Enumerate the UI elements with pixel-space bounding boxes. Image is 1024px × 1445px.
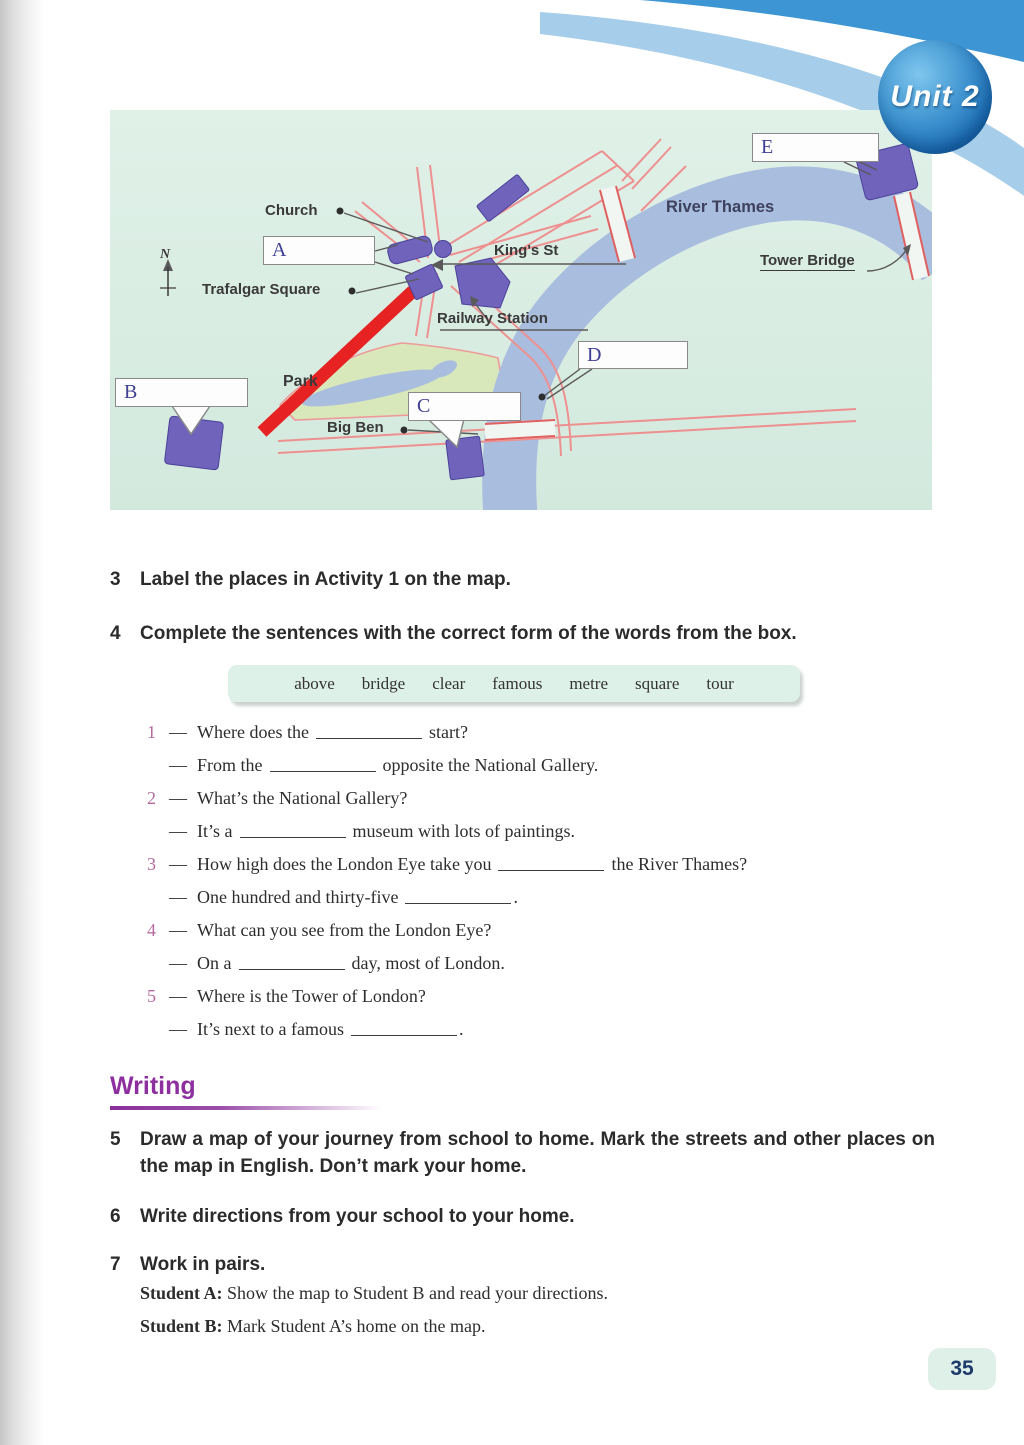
- dialogue-line: [140, 722, 468, 743]
- dialogue-number: 1: [147, 722, 156, 742]
- letter-box-c: C: [408, 392, 521, 421]
- exercise-4-number: 4: [110, 623, 121, 644]
- london-map: [110, 110, 932, 510]
- student-a-text: Show the map to Student B and read your directions.: [227, 1283, 608, 1303]
- dialogue-number: 4: [147, 920, 156, 940]
- dialogue-text: the River Thames?: [611, 854, 748, 874]
- word-box-word: square: [635, 673, 680, 693]
- dialogue-dash: —: [169, 986, 187, 1006]
- dialogue-text: .: [513, 887, 518, 907]
- unit-badge-label: Unit 2: [890, 80, 980, 113]
- dialogue-number: 5: [147, 986, 156, 1006]
- exercise-4-text: Complete the sentences with the correct form of the words from the box.: [140, 623, 797, 644]
- railway-station-label: Railway Station: [437, 310, 548, 327]
- fill-blank: [316, 724, 422, 739]
- student-a-line: [140, 1283, 608, 1304]
- word-box-word: clear: [432, 673, 466, 693]
- dialogue-dash: —: [169, 1019, 187, 1039]
- word-box-word: above: [294, 673, 335, 693]
- fill-blank: [270, 757, 376, 772]
- dialogue-line: [140, 887, 518, 908]
- dialogue-text: opposite the National Gallery.: [382, 755, 599, 775]
- writing-heading-underline: [110, 1106, 382, 1110]
- exercise-7-number: 7: [110, 1254, 121, 1275]
- fill-blank: [405, 889, 511, 904]
- dialogue-text: What’s the National Gallery?: [197, 788, 408, 808]
- fill-blank: [498, 856, 604, 871]
- dialogue-text: From the: [197, 755, 263, 775]
- dialogue-text: start?: [428, 722, 468, 742]
- dialogue-line: [140, 788, 407, 809]
- dialogue-line: [140, 920, 491, 941]
- dialogue-text: How high does the London Eye take you: [197, 854, 492, 874]
- fill-blank: [351, 1021, 457, 1036]
- exercise-7-heading: [110, 1251, 935, 1278]
- letter-box-d: D: [578, 341, 688, 369]
- exercise-6-heading: [110, 1203, 935, 1230]
- student-b-text: Mark Student A’s home on the map.: [227, 1316, 486, 1336]
- dialogue-line: [140, 953, 505, 974]
- letter-box-e: E: [752, 133, 879, 162]
- letter-box-a: A: [263, 236, 375, 265]
- dialogue-number: 3: [147, 854, 156, 874]
- dialogue-dash: —: [169, 722, 187, 742]
- dialogue-line: [140, 986, 426, 1007]
- fill-blank: [240, 823, 346, 838]
- student-a-label: Student A:: [140, 1283, 223, 1303]
- exercise-5-text: Draw a map of your journey from school to home. Mark the streets and other places on the map in English. Don’t mark your home.: [140, 1129, 935, 1177]
- dialogue-text: museum with lots of paintings.: [352, 821, 575, 841]
- church-round: [435, 241, 452, 258]
- dialogue-dash: —: [169, 854, 187, 874]
- dialogue-number: 2: [147, 788, 156, 808]
- dialogue-line: [140, 821, 575, 842]
- dialogue-dash: —: [169, 821, 187, 841]
- dialogue-line: [140, 854, 747, 875]
- fill-blank: [239, 955, 345, 970]
- word-box-word: bridge: [361, 673, 406, 693]
- writing-heading: Writing: [110, 1072, 196, 1100]
- exercise-3-heading: [110, 566, 935, 593]
- dialogue-text: It’s a: [197, 821, 233, 841]
- exercise-5-number: 5: [110, 1129, 121, 1150]
- word-box: [228, 665, 800, 702]
- exercise-4-heading: [110, 620, 935, 647]
- student-b-line: [140, 1316, 486, 1337]
- dialogue-line: [140, 755, 598, 776]
- page-number-badge: [928, 1348, 996, 1390]
- trafalgar-square-label: Trafalgar Square: [202, 281, 321, 298]
- church-label: Church: [265, 202, 318, 219]
- dialogue-text: Where is the Tower of London?: [197, 986, 426, 1006]
- dialogue-dash: —: [169, 953, 187, 973]
- word-box-word: metre: [569, 673, 609, 693]
- exercise-5-heading: [110, 1126, 935, 1180]
- page-number: 35: [950, 1357, 974, 1380]
- dialogue-text: One hundred and thirty-five: [197, 887, 399, 907]
- dialogue-text: day, most of London.: [351, 953, 505, 973]
- unit-badge: [878, 40, 992, 154]
- dialogue-dash: —: [169, 755, 187, 775]
- dialogue-text: It’s next to a famous: [197, 1019, 344, 1039]
- dialogue-text: On a: [197, 953, 232, 973]
- big-ben-label: Big Ben: [327, 419, 384, 436]
- kings-st-label: King's St: [494, 242, 559, 259]
- tower-bridge-label: Tower Bridge: [760, 252, 855, 269]
- dialogue-dash: —: [169, 887, 187, 907]
- dialogue-dash: —: [169, 920, 187, 940]
- dialogue-text: What can you see from the London Eye?: [197, 920, 492, 940]
- exercise-6-number: 6: [110, 1206, 121, 1227]
- page-gutter-shading: [0, 0, 44, 1445]
- compass-n-label: N: [160, 247, 171, 262]
- exercise-6-text: Write directions from your school to your home.: [140, 1206, 575, 1227]
- student-b-label: Student B:: [140, 1316, 223, 1336]
- park-label: Park: [283, 373, 318, 390]
- exercise-7-text: Work in pairs.: [140, 1254, 266, 1275]
- dialogue-dash: —: [169, 788, 187, 808]
- letter-box-b: B: [115, 378, 248, 407]
- dialogue-text: .: [458, 1019, 464, 1039]
- dialogue-line: [140, 1019, 463, 1040]
- exercise-3-number: 3: [110, 569, 121, 590]
- dialogue-text: Where does the: [197, 722, 309, 742]
- word-box-word: famous: [492, 673, 543, 693]
- exercise-3-text: Label the places in Activity 1 on the map.: [140, 569, 511, 590]
- word-box-word: tour: [706, 673, 734, 693]
- river-thames-label: River Thames: [666, 198, 775, 216]
